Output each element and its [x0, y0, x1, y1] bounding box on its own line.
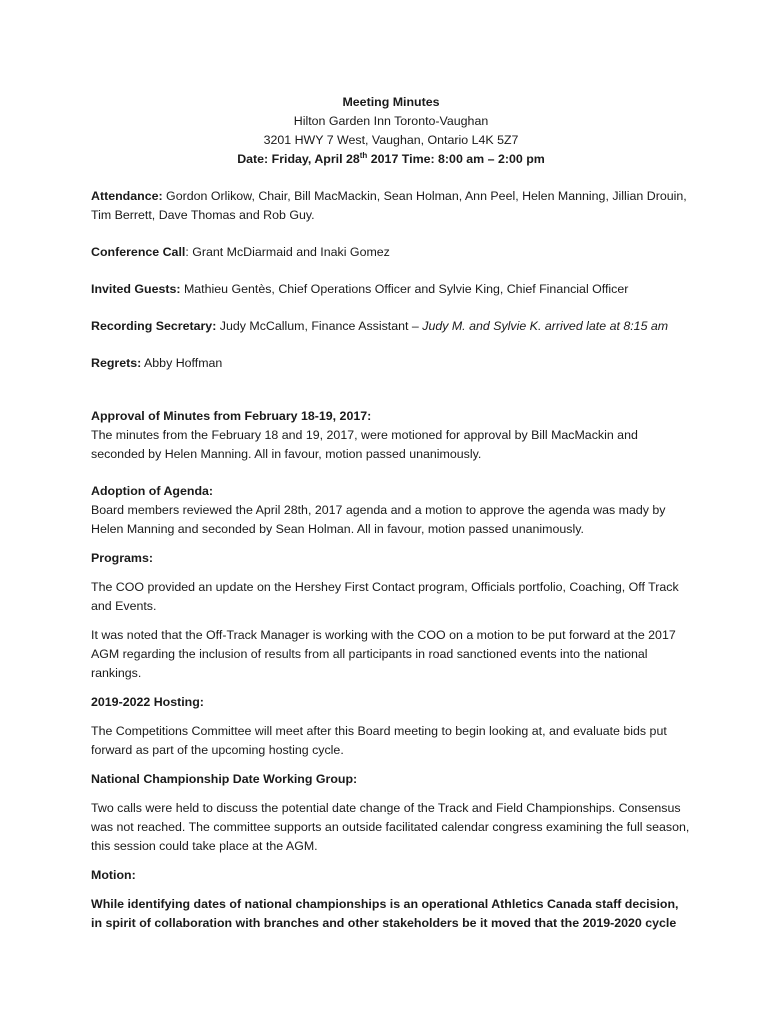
recording-secretary-label: Recording Secretary:: [91, 319, 217, 333]
programs-paragraph-1: The COO provided an update on the Hershey First Contact program, Officials portfolio, Coaching, Off Track and Events.: [91, 580, 679, 613]
motion-heading: Motion:: [91, 868, 136, 882]
date-superscript: th: [359, 151, 368, 160]
hosting-text: The Competitions Committee will meet after this Board meeting to begin looking at, and evaluate bids put forward as part of the upcoming hosting cycle.: [91, 724, 667, 757]
motion-text: While identifying dates of national championships is an operational Athletics Canada staff decision, in spirit of collaboration with branches and other stakeholders be it moved that the 2019-2020 cycle: [91, 897, 679, 930]
late-arrival-note: Judy M. and Sylvie K. arrived late at 8:15 am: [422, 319, 669, 333]
agenda-text: Board members reviewed the April 28th, 2017 agenda and a motion to approve the agenda was mady by Helen Manning and seconded by Sean Holman. All in favour, motion passed unanimously.: [91, 503, 666, 536]
attendance-label: Attendance:: [91, 189, 163, 203]
agenda-heading: Adoption of Agenda:: [91, 484, 214, 498]
working-group-heading: National Championship Date Working Group:: [91, 772, 358, 786]
working-group-section: [91, 770, 691, 856]
hosting-section: [91, 693, 691, 760]
attendance-line: [91, 187, 691, 225]
meeting-date: [91, 150, 691, 169]
agenda-section: [91, 482, 691, 539]
motion-section: [91, 866, 691, 933]
invited-guests-names: Mathieu Gentès, Chief Operations Officer and Sylvie King, Chief Financial Officer: [180, 282, 629, 296]
regrets-names: Abby Hoffman: [141, 356, 223, 370]
conference-call-label: Conference Call: [91, 245, 186, 259]
programs-section: [91, 549, 691, 683]
minutes-header: [91, 93, 691, 169]
venue-address: 3201 HWY 7 West, Vaughan, Ontario L4K 5Z7: [263, 133, 519, 147]
recording-secretary-name: Judy McCallum, Finance Assistant –: [216, 319, 423, 333]
date-suffix: 2017 Time: 8:00 am – 2:00 pm: [367, 152, 545, 166]
regrets-label: Regrets:: [91, 356, 142, 370]
minutes-body: [91, 93, 691, 933]
invited-guests-line: [91, 280, 691, 299]
venue-name: Hilton Garden Inn Toronto-Vaughan: [293, 114, 489, 128]
invited-guests-label: Invited Guests:: [91, 282, 181, 296]
approval-text: The minutes from the February 18 and 19, 2017, were motioned for approval by Bill MacMackin and seconded by Helen Manning. All in favour, motion passed unanimously.: [91, 428, 638, 461]
document-title: Meeting Minutes: [342, 95, 440, 109]
programs-heading: Programs:: [91, 551, 153, 565]
regrets-line: [91, 354, 691, 373]
programs-paragraph-2: It was noted that the Off-Track Manager is working with the COO on a motion to be put forward at the 2017 AGM regarding the inclusion of results from all participants in road sanctioned events into the national rankings.: [91, 628, 676, 680]
date-prefix: Date: Friday, April 28: [237, 152, 360, 166]
approval-section: [91, 407, 691, 464]
conference-call-line: [91, 243, 691, 262]
hosting-heading: 2019-2022 Hosting:: [91, 695, 204, 709]
approval-heading: Approval of Minutes from February 18-19, 2017:: [91, 409, 372, 423]
attendance-names: Gordon Orlikow, Chair, Bill MacMackin, Sean Holman, Ann Peel, Helen Manning, Jillian Drouin, Tim Berrett, Dave Thomas and Rob Guy.: [91, 189, 687, 222]
working-group-text: Two calls were held to discuss the potential date change of the Track and Field Championships. Consensus was not reached. The committee supports an outside facilitated calendar congress examining the full season, this session could take place at the AGM.: [91, 801, 690, 853]
conference-call-names: : Grant McDiarmaid and Inaki Gomez: [185, 245, 390, 259]
recording-secretary-line: [91, 317, 691, 336]
